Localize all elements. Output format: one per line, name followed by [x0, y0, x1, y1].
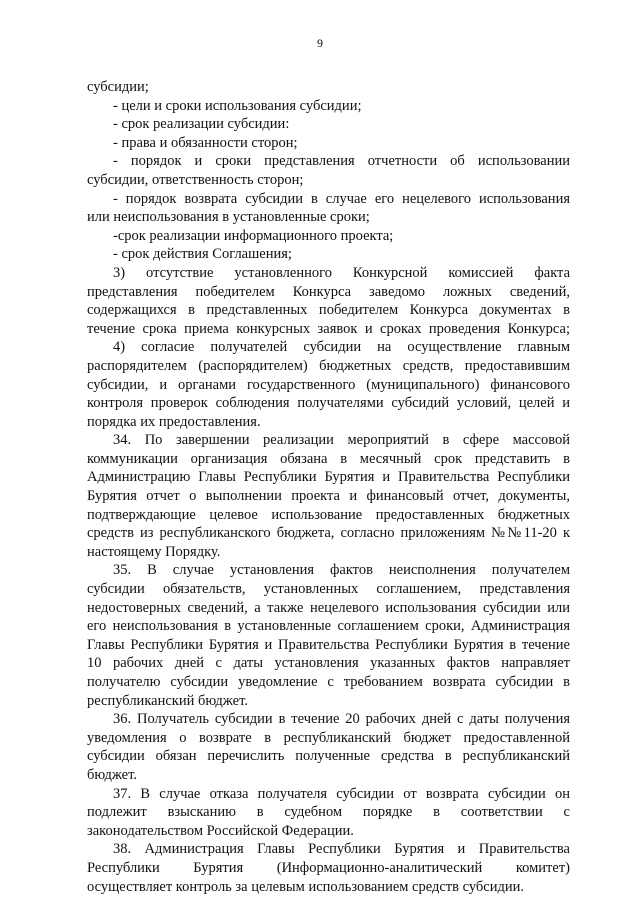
text-line: - срок реализации субсидии:	[113, 116, 290, 133]
text-line: - порядок и сроки представления отчетности об использовании	[113, 153, 570, 170]
text-line: Республики Бурятия (Информационно-аналитический комитет)	[87, 859, 570, 876]
text-line: получателю субсидии уведомление с требованием возврата субсидии в	[87, 674, 570, 690]
text-line: осуществляет контроль за целевым использованием средств субсидии.	[87, 878, 525, 895]
text-line: 34. По завершении реализации мероприятий в сфере массовой	[113, 432, 570, 449]
text-line: - срок действия Соглашения;	[113, 246, 292, 263]
text-line: 38. Администрация Главы Республики Бурятия и Правительства	[113, 841, 570, 858]
text-line: представления победителем Конкурса заведомо ложных сведений,	[87, 283, 570, 300]
text-line: подлежит взысканию в судебном порядке в соответствии с	[87, 804, 570, 821]
text-line: - цели и сроки использования субсидии;	[113, 97, 362, 114]
text-line: его неиспользования в установленные соглашением сроки, Администрация	[87, 618, 570, 635]
text-line: содержащихся в представленных победителем Конкурса документах в	[87, 302, 570, 319]
text-line: республиканский бюджет.	[87, 692, 248, 709]
text-line: 36. Получатель субсидии в течение 20 рабочих дней с даты получения	[113, 711, 570, 728]
text-line: течение срока приема конкурсных заявок и сроках проведения Конкурса;	[87, 320, 570, 337]
text-line: Бурятия отчет о выполнении проекта и финансовый отчет, документы,	[87, 488, 570, 505]
text-line: распорядителем (распорядителем) бюджетных средств, предоставившим	[87, 357, 570, 374]
text-line: Администрацию Главы Республики Бурятия и Правительства Республики	[87, 469, 570, 486]
text-line: средств из республиканского бюджета, согласно приложениям №№11-20 к	[87, 525, 570, 542]
text-line: 35. В случае установления фактов неисполнения получателем	[113, 562, 570, 579]
text-line: субсидии обязательств, установленных соглашением, представления	[87, 581, 570, 598]
text-line: 10 рабочих дней с даты установления указанных фактов направляет	[87, 655, 570, 672]
text-line: Главы Республики Бурятия и Правительства Республики Бурятия в течение	[87, 636, 570, 653]
text-line: субсидии обязан перечислить полученные средства в республиканский	[87, 748, 570, 765]
text-line: или неиспользования в установленные сроки;	[87, 209, 370, 226]
text-line: субсидии, ответственность сторон;	[87, 171, 304, 188]
text-line: коммуникации организация обязана в месячный срок представить в	[87, 450, 570, 467]
document-body	[87, 78, 570, 896]
text-line: порядка их предоставления.	[87, 413, 261, 430]
text-line: субсидии, и органами государственного (муниципального) финансового	[87, 376, 570, 393]
text-line: недостоверных сведений, а также нецелевого использования субсидии или	[87, 599, 570, 616]
text-line: бюджет.	[87, 766, 137, 783]
text-line: -срок реализации информационного проекта;	[113, 227, 394, 244]
text-line: субсидии;	[87, 79, 149, 95]
text-line: контроля проверок соблюдения получателями субсидий условий, целей и	[87, 395, 570, 412]
text-line: 3) отсутствие установленного Конкурсной комиссией факта	[113, 264, 570, 281]
page-number: 9	[317, 36, 323, 50]
text-line: 37. В случае отказа получателя субсидии от возврата субсидии он	[113, 785, 570, 802]
text-line: подтверждающие целевое использование предоставленных бюджетных	[87, 506, 570, 523]
text-line: настоящему Порядку.	[87, 543, 221, 560]
text-line: уведомления о возврате в республиканский бюджет предоставленной	[87, 729, 570, 746]
text-line: законодательством Российской Федерации.	[87, 822, 354, 839]
text-line: 4) согласие получателей субсидии на осуществление главным	[113, 339, 570, 356]
text-line: - порядок возврата субсидии в случае его нецелевого использования	[113, 190, 570, 207]
text-line: - права и обязанности сторон;	[113, 134, 298, 151]
